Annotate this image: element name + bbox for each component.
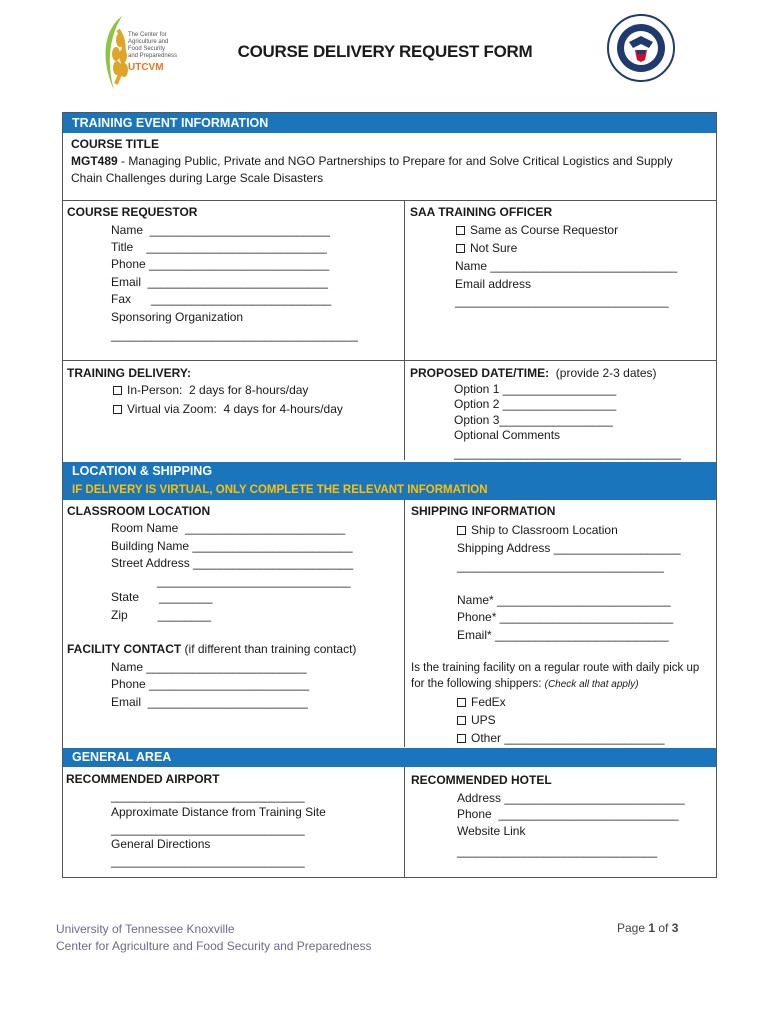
distance-label: Approximate Distance from Training Site <box>111 805 326 819</box>
page-total: 3 <box>671 921 679 935</box>
directions-label: General Directions <box>111 837 211 851</box>
saa-heading: SAA TRAINING OFFICER <box>410 205 553 219</box>
requestor-phone-field[interactable]: Phone ___________________________ <box>111 257 330 271</box>
saa-name-field[interactable]: Name ____________________________ <box>455 259 678 273</box>
proposed-heading-row <box>410 365 657 382</box>
street-address-field[interactable]: Street Address ________________________ <box>111 556 354 570</box>
fedex-label: FedEx <box>471 695 506 709</box>
shipping-heading: SHIPPING INFORMATION <box>411 504 556 518</box>
comments-field[interactable]: __________________________________ <box>454 446 681 460</box>
logo-text-line: Agriculture and <box>128 39 169 45</box>
page-title: COURSE DELIVERY REQUEST FORM <box>237 42 533 61</box>
option-2-field[interactable]: Option 2 _________________ <box>454 397 617 411</box>
airport-heading: RECOMMENDED AIRPORT <box>66 772 220 786</box>
course-code: MGT489 <box>71 154 118 168</box>
footer-university: University of Tennessee Knoxville <box>56 922 235 936</box>
divider <box>63 360 716 361</box>
ship-to-classroom-option[interactable] <box>457 522 618 539</box>
checkbox[interactable] <box>457 698 466 707</box>
sponsoring-org-label: Sponsoring Organization <box>111 310 244 324</box>
hotel-heading: RECOMMENDED HOTEL <box>411 773 552 787</box>
section-header-training-event: TRAINING EVENT INFORMATION <box>63 113 716 133</box>
option-1-field[interactable]: Option 1 _________________ <box>454 382 617 396</box>
checkbox[interactable] <box>456 226 465 235</box>
course-title-line1 <box>71 153 673 170</box>
column-divider <box>404 500 405 747</box>
facility-heading-row <box>67 641 356 658</box>
other-label: Other ________________________ <box>471 731 665 745</box>
hotel-phone-field[interactable]: Phone ___________________________ <box>457 807 679 821</box>
option-3-field[interactable]: Option 3_________________ <box>454 413 613 427</box>
checkbox[interactable] <box>457 716 466 725</box>
comments-label: Optional Comments <box>454 428 561 442</box>
section-header-location: LOCATION & SHIPPING <box>63 462 716 481</box>
requestor-heading: COURSE REQUESTOR <box>67 205 198 219</box>
logo-text-line: Food Security <box>128 46 166 52</box>
delivery-virtual-label: Virtual via Zoom: 4 days for 4-hours/day <box>127 402 343 416</box>
ups-label: UPS <box>471 713 496 727</box>
page-of: of <box>655 921 672 935</box>
route-question-line1: Is the training facility on a regular route with daily pick up <box>411 662 700 674</box>
divider <box>63 200 716 201</box>
delivery-virtual-option[interactable] <box>113 401 343 418</box>
requestor-fax-field[interactable]: Fax ___________________________ <box>111 292 332 306</box>
column-divider <box>404 360 405 460</box>
ups-option[interactable] <box>457 712 496 729</box>
requestor-name-field[interactable]: Name ___________________________ <box>111 223 330 237</box>
hotel-website-label: Website Link <box>457 824 526 838</box>
dhs-seal <box>607 14 675 82</box>
shipping-address-field-2[interactable]: _______________________________ <box>457 559 664 573</box>
directions-field[interactable]: _____________________________ <box>111 854 305 868</box>
saa-email-field[interactable]: ________________________________ <box>455 294 669 308</box>
facility-name-field[interactable]: Name ________________________ <box>111 660 307 674</box>
course-title-label: COURSE TITLE <box>71 137 160 151</box>
column-divider <box>404 767 405 877</box>
shipping-phone-field[interactable]: Phone* __________________________ <box>457 610 674 624</box>
distance-field[interactable]: _____________________________ <box>111 822 305 836</box>
hotel-website-field[interactable]: ______________________________ <box>457 844 658 858</box>
course-name: - Managing Public, Private and NGO Partnerships to Prepare for and Solve Critical Logistics and Supply <box>117 154 673 168</box>
classroom-heading: CLASSROOM LOCATION <box>67 504 211 518</box>
requestor-email-field[interactable]: Email ___________________________ <box>111 275 328 289</box>
facility-heading: FACILITY CONTACT <box>67 642 182 656</box>
checkbox[interactable] <box>113 386 122 395</box>
checkbox[interactable] <box>113 405 122 414</box>
delivery-in-person-option[interactable] <box>113 382 308 399</box>
sponsoring-org-field[interactable]: _____________________________________ <box>111 328 358 342</box>
checkbox[interactable] <box>456 244 465 253</box>
route-question-note: (Check all that apply) <box>544 679 639 690</box>
hotel-address-field[interactable]: Address ___________________________ <box>457 791 685 805</box>
saa-not-sure-option[interactable] <box>456 240 517 257</box>
facility-email-field[interactable]: Email ________________________ <box>111 695 308 709</box>
ship-to-classroom-label: Ship to Classroom Location <box>471 523 618 537</box>
saa-not-sure-label: Not Sure <box>470 241 518 255</box>
logo-text-line: and Preparedness <box>128 53 178 59</box>
facility-phone-field[interactable]: Phone ________________________ <box>111 677 310 691</box>
shipping-email-field[interactable]: Email* __________________________ <box>457 628 669 642</box>
course-title-line2: Chain Challenges during Large Scale Disasters <box>71 171 324 185</box>
page-label: Page <box>617 921 649 935</box>
shipping-address-field[interactable]: Shipping Address ___________________ <box>457 541 681 555</box>
column-divider <box>404 200 405 360</box>
route-question-line2 <box>411 676 639 693</box>
proposed-note: (provide 2-3 dates) <box>549 366 657 380</box>
building-name-field[interactable]: Building Name ________________________ <box>111 539 353 553</box>
footer-center: Center for Agriculture and Food Security and Preparedness <box>56 939 372 953</box>
checkbox[interactable] <box>457 734 466 743</box>
route-question-text: for the following shippers: <box>411 678 545 690</box>
section-header-general-area: GENERAL AREA <box>63 748 716 767</box>
page-current: 1 <box>648 921 656 935</box>
requestor-title-field[interactable]: Title ___________________________ <box>111 240 327 254</box>
shipping-name-field[interactable]: Name* __________________________ <box>457 593 671 607</box>
other-option[interactable] <box>457 730 665 747</box>
delivery-heading: TRAINING DELIVERY: <box>67 366 192 380</box>
logo-brand: UTCVM <box>128 62 164 73</box>
saa-same-option[interactable] <box>456 222 618 239</box>
airport-field[interactable]: _____________________________ <box>111 789 305 803</box>
facility-note: (if different than training contact) <box>181 642 357 656</box>
street-address-field-2[interactable]: _____________________________ <box>157 574 351 588</box>
saa-same-label: Same as Course Requestor <box>470 223 619 237</box>
page-number <box>617 921 678 935</box>
logo-text-line: The Center for <box>128 32 167 38</box>
zip-field[interactable]: Zip ________ <box>111 608 212 622</box>
proposed-heading: PROPOSED DATE/TIME: <box>410 366 550 380</box>
delivery-in-person-label: In-Person: 2 days for 8-hours/day <box>127 383 309 397</box>
state-field[interactable]: State ________ <box>111 590 213 604</box>
section-subheader-virtual-note: IF DELIVERY IS VIRTUAL, ONLY COMPLETE THE RELEVANT INFORMATION <box>63 481 716 500</box>
room-name-field[interactable]: Room Name ________________________ <box>111 521 346 535</box>
fedex-option[interactable] <box>457 694 506 711</box>
saa-email-label: Email address <box>455 277 532 291</box>
checkbox[interactable] <box>457 526 466 535</box>
